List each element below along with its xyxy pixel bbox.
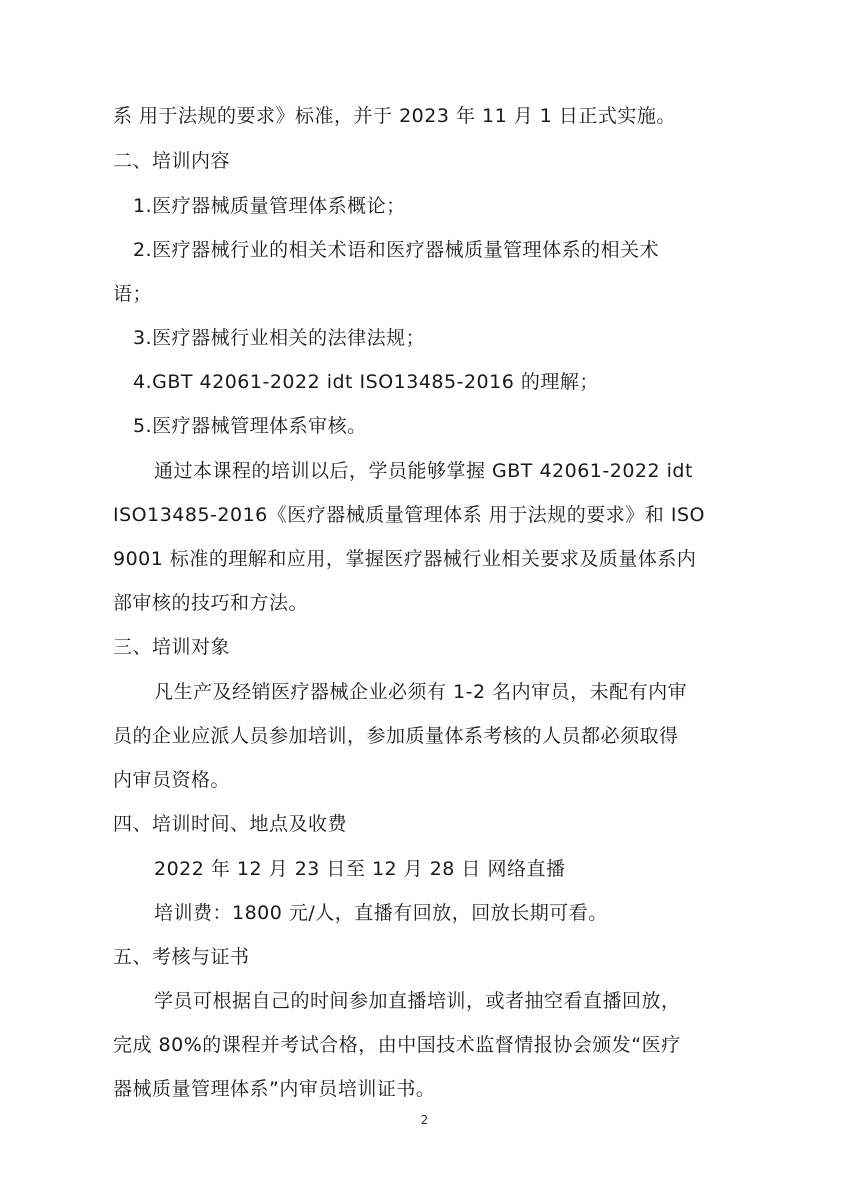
- page-number: 2: [420, 1113, 429, 1127]
- paragraph-audience-line-2: 员的企业应派人员参加培训，参加质量体系考核的人员都必须取得: [113, 725, 679, 747]
- section-heading-training-content: 二、培训内容: [113, 150, 231, 172]
- list-item-3: 3.医疗器械行业相关的法律法规；: [133, 327, 426, 349]
- paragraph-audience-line-3: 内审员资格。: [113, 769, 231, 791]
- paragraph-audience-line-1: 凡生产及经销医疗器械企业必须有 1-2 名内审员，未配有内审: [154, 681, 688, 703]
- paragraph-certificate-line-2: 完成 80%的课程并考试合格，由中国技术监督情报协会颁发“医疗: [113, 1034, 681, 1056]
- list-item-2-continuation: 语；: [113, 283, 153, 305]
- paragraph-certificate-line-1: 学员可根据自己的时间参加直播培训，或者抽空看直播回放，: [154, 990, 681, 1012]
- paragraph-outcome-line-4: 部审核的技巧和方法。: [113, 592, 309, 614]
- paragraph-outcome-line-2: ISO13485-2016《医疗器械质量管理体系 用于法规的要求》和 ISO: [113, 504, 705, 526]
- section-heading-audience: 三、培训对象: [113, 636, 231, 658]
- section-heading-exam-certificate: 五、考核与证书: [113, 946, 250, 968]
- paragraph-certificate-line-3: 器械质量管理体系”内审员培训证书。: [113, 1078, 436, 1100]
- list-item-2: 2.医疗器械行业的相关术语和医疗器械质量管理体系的相关术: [133, 239, 660, 261]
- paragraph-outcome-line-1: 通过本课程的培训以后，学员能够掌握 GBT 42061-2022 idt: [154, 460, 693, 482]
- list-item-1: 1.医疗器械质量管理体系概论；: [133, 195, 406, 217]
- text-line-continuation: 系 用于法规的要求》标准，并于 2023 年 11 月 1 日正式实施。: [113, 105, 676, 127]
- paragraph-outcome-line-3: 9001 标准的理解和应用，掌握医疗器械行业相关要求及质量体系内: [113, 548, 697, 570]
- list-item-5: 5.医疗器械管理体系审核。: [133, 415, 367, 437]
- schedule-line: 2022 年 12 月 23 日至 12 月 28 日 网络直播: [154, 858, 566, 880]
- section-heading-time-place-fee: 四、培训时间、地点及收费: [113, 813, 348, 835]
- list-item-4: 4.GBT 42061-2022 idt ISO13485-2016 的理解；: [133, 371, 599, 393]
- fee-line: 培训费：1800 元/人，直播有回放，回放长期可看。: [154, 902, 608, 924]
